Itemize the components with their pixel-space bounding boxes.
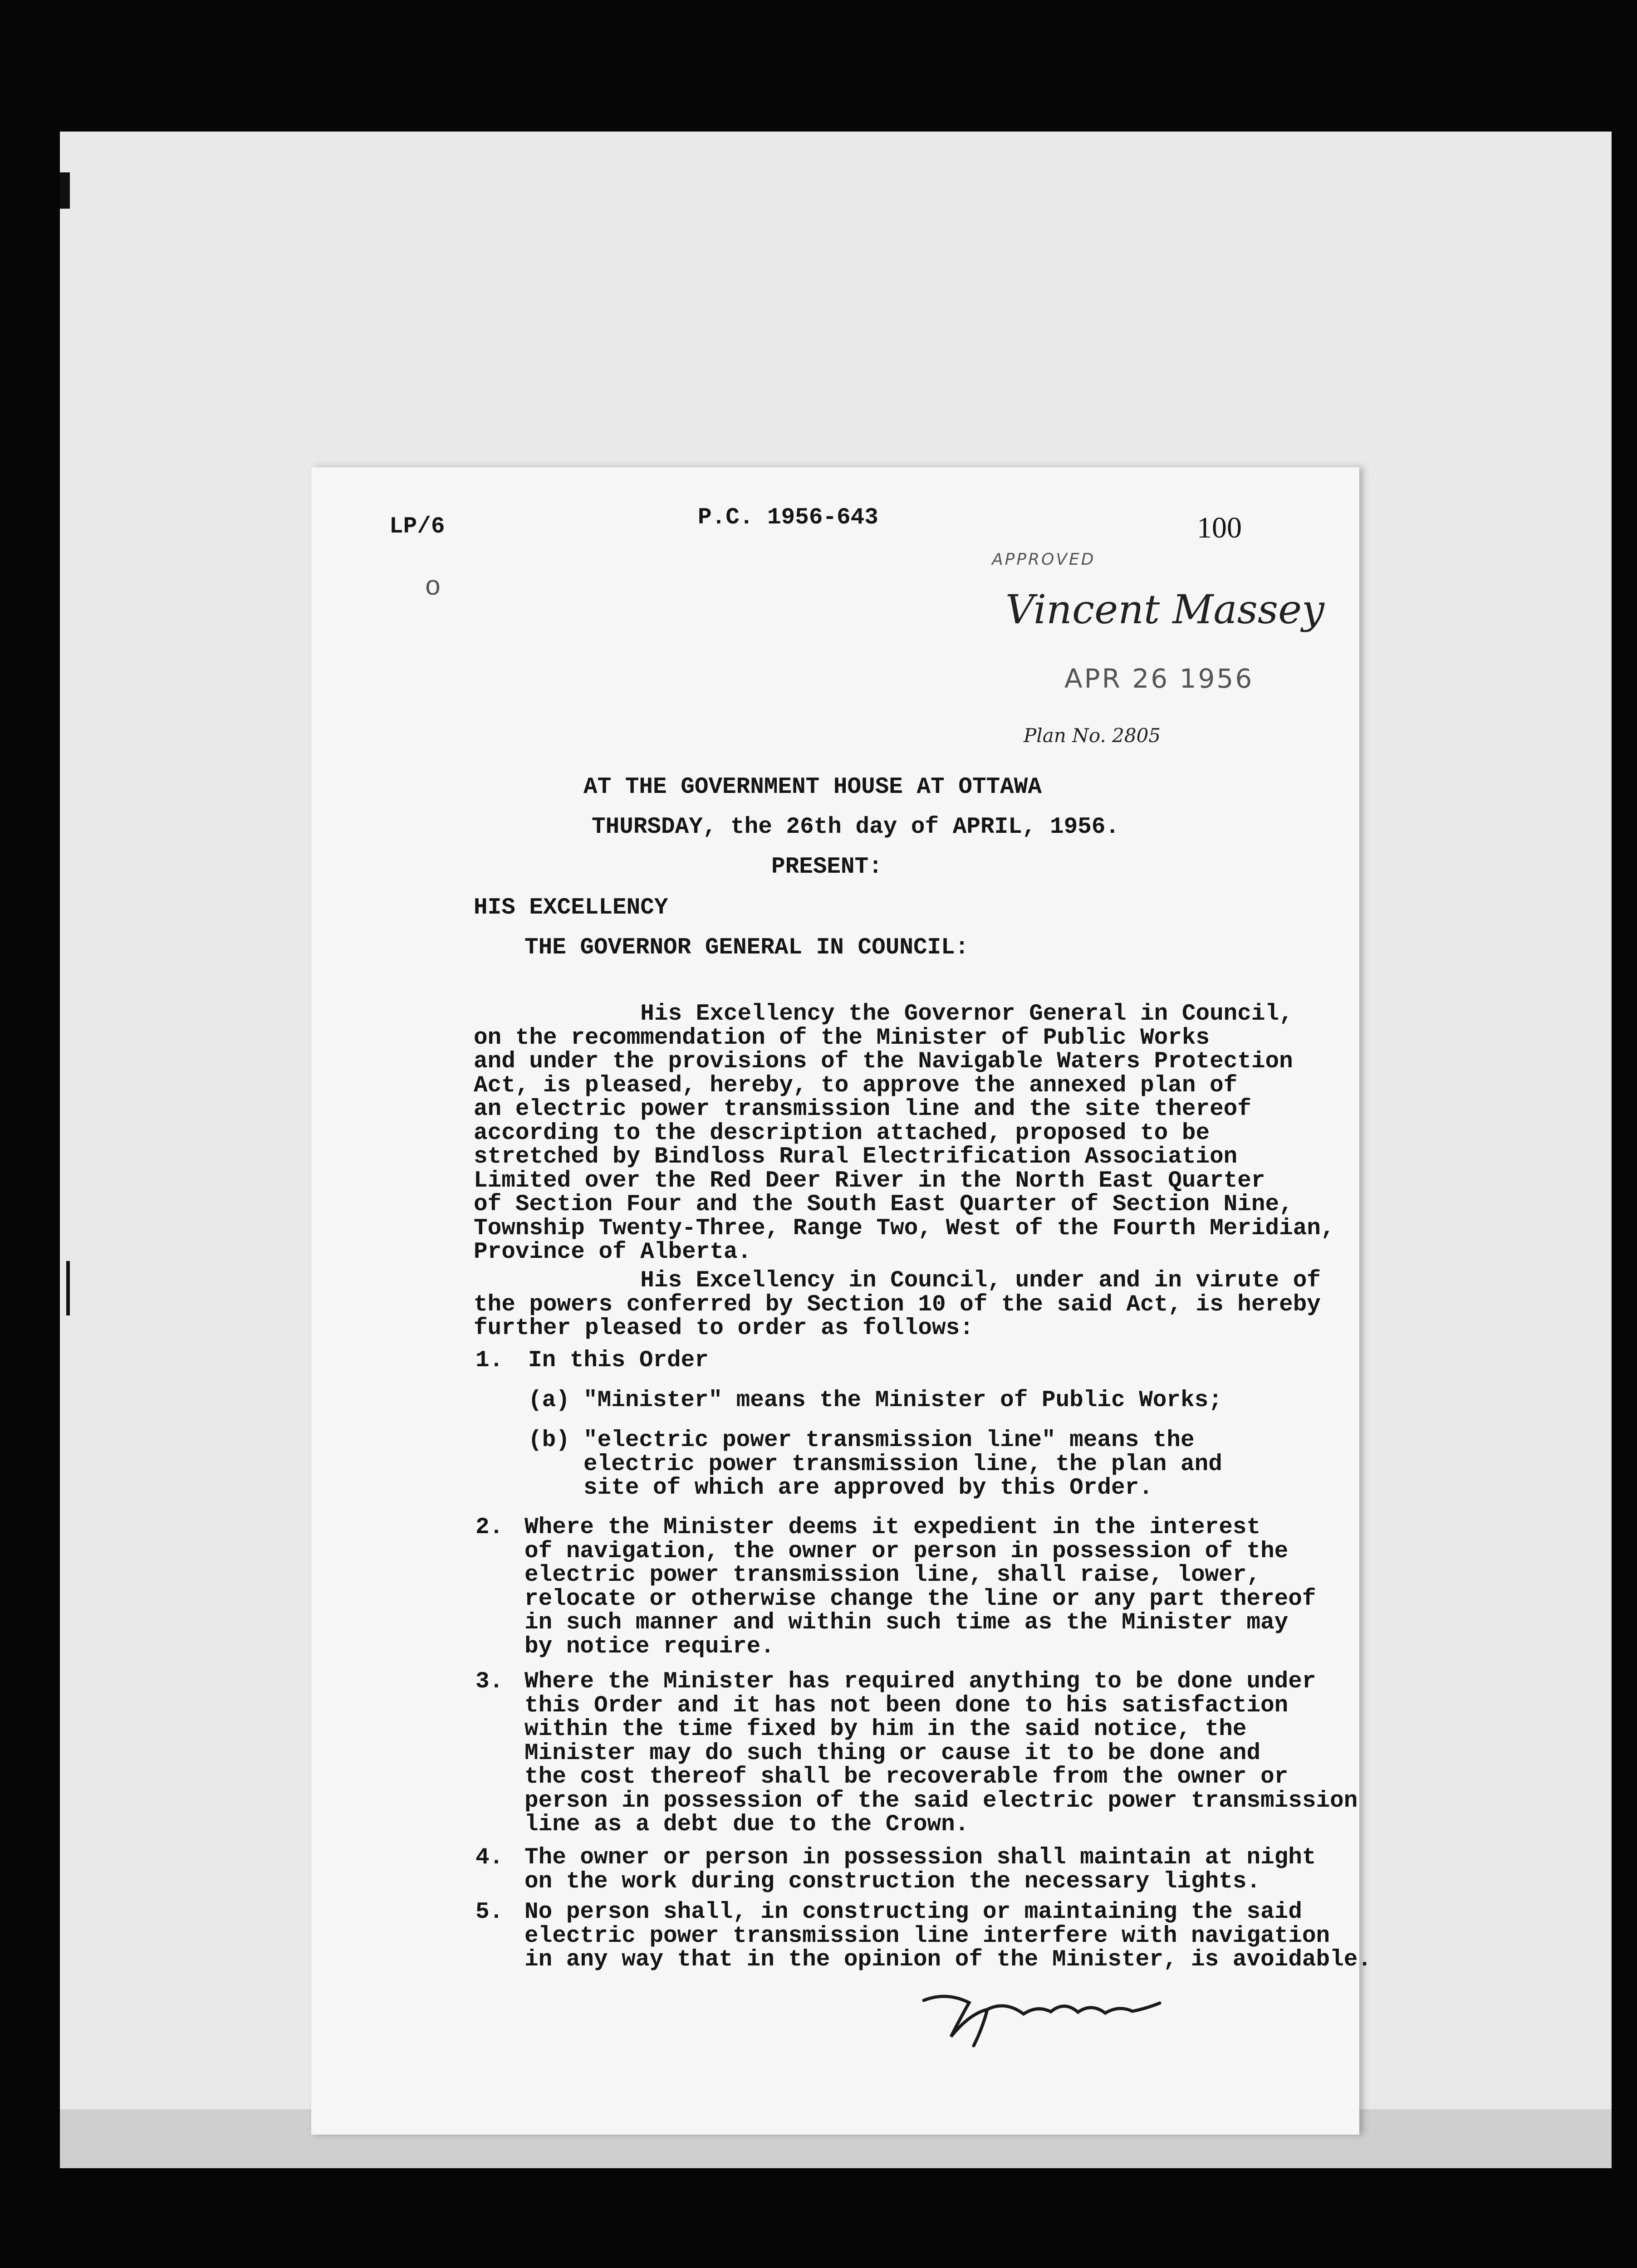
closing-signature <box>919 1982 1164 2050</box>
clause-text: The owner or person in possession shall maintain at night on the work during construction the necessary lights. <box>524 1845 1316 1895</box>
his-excellency: HIS EXCELLENCY <box>474 895 668 921</box>
document-page <box>311 467 1372 2135</box>
circle-mark: o <box>425 572 441 603</box>
film-mark <box>60 172 70 209</box>
file-reference: LP/6 <box>389 514 445 540</box>
clause-text: In this Order <box>528 1348 709 1374</box>
location-heading: AT THE GOVERNMENT HOUSE AT OTTAWA <box>583 774 1042 800</box>
order-number: P.C. 1956-643 <box>698 505 878 531</box>
clause-text: Where the Minister deems it expedient in the interest of navigation, the owner or person in possession of the electric power transmission line, shall raise, lower, relocate or otherwise change the line or any part thereof in such manner and within such time as the Minister may by notice require. <box>524 1515 1316 1660</box>
subclause-label: (a) <box>528 1388 570 1413</box>
clause-text: No person shall, in constructing or maintaining the said electric power transmission line interfere with navigation in any way that in the opinion of the Minister, is avoidable. <box>524 1899 1372 1973</box>
order-paragraph: His Excellency in Council, under and in virute of the powers conferred by Section 10 of the said Act, is hereby further pleased to order as follows: <box>474 1268 1321 1341</box>
clause-number: 5. <box>475 1899 504 1925</box>
governor-general-council: THE GOVERNOR GENERAL IN COUNCIL: <box>524 935 969 961</box>
signature-icon <box>919 1982 1164 2050</box>
approval-signature: Vincent Massey <box>1005 586 1324 633</box>
clause-text: Where the Minister has required anything to be done under this Order and it has not been done to his satisfaction within the time fixed by him in the said notice, the Minister may do such thing or cause it to be done and the cost thereof shall be recoverable from the owner or person in possession of the said electric power transmission line as a debt due to the Crown. <box>524 1669 1358 1838</box>
subclause-text: "Minister" means the Minister of Public Works; <box>583 1388 1222 1413</box>
film-mark <box>66 1261 70 1315</box>
approved-stamp: APPROVED <box>992 550 1096 569</box>
plan-note: Plan No. 2805 <box>1024 724 1161 747</box>
clause-number: 1. <box>475 1348 504 1374</box>
date-heading: THURSDAY, the 26th day of APRIL, 1956. <box>592 814 1119 840</box>
page-number: 100 <box>1197 511 1242 544</box>
subclause-text: "electric power transmission line" means the electric power transmission line, the plan and site of which are approved by this Order. <box>583 1427 1222 1501</box>
recital-paragraph: His Excellency the Governor General in Council, on the recommendation of the Minister of Public Works and under the provisions of the Navigable Waters Protection Act, is pleased, hereby, to approve the annexed plan of an electric power transmission line and the site thereof according to the description attached, proposed to be stretched by Bindloss Rural Electrification Association Limited over the Red Deer River in the North East Quarter of Section Four and the South East Quarter of Section Nine, Township Twenty-Three, Range Two, West of the Fourth Meridian, Province of Alberta. <box>474 1001 1335 1265</box>
clause-number: 4. <box>475 1845 504 1871</box>
clause-number: 2. <box>475 1515 504 1540</box>
clause-number: 3. <box>475 1669 504 1695</box>
present-heading: PRESENT: <box>771 854 882 880</box>
subclause-label: (b) <box>528 1427 570 1453</box>
date-stamp: APR 26 1956 <box>1064 663 1254 694</box>
